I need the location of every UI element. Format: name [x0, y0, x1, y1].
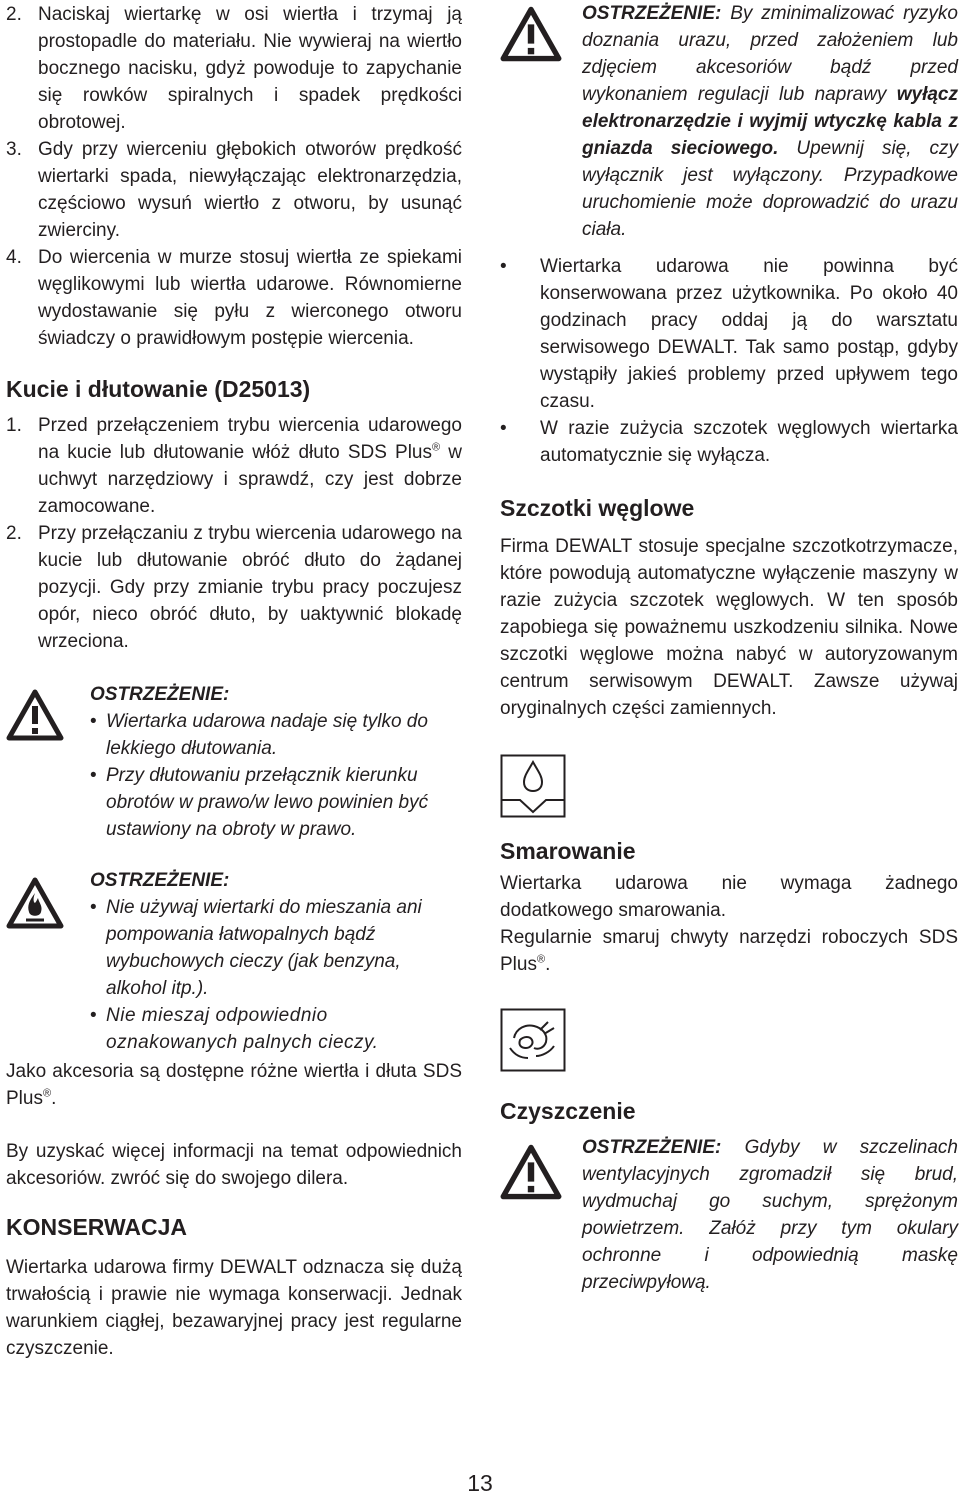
accessories-text: Jako akcesoria są dostępne różne wiertła i dłuta SDS Plus — [6, 1061, 462, 1109]
registered-mark: ® — [432, 441, 441, 454]
step-text: Gdy przy wierceniu głębokich otworów prędkość wiertarki spada, niewyłączając elektronarzędzia, częściowo wysuń wiertło z otworu, by usunąć zwierciny. — [38, 139, 462, 241]
step-number: 2. — [6, 523, 22, 544]
oil-drop-icon — [500, 754, 566, 818]
warning-text-part: By zminimalizować ryzyko doznania urazu, przed założeniem lub zdjęciem akcesoriów bądź przed wykonaniem regulacji lub naprawy — [582, 3, 958, 105]
warning-text — [582, 1134, 958, 1296]
accessories-paragraph — [6, 1058, 462, 1112]
chisel-step-2 — [6, 520, 462, 655]
step-text — [38, 412, 462, 520]
warning-title: OSTRZEŻENIE: — [582, 1137, 722, 1158]
cleaning-hands-icon — [500, 1008, 566, 1072]
step-number: 2. — [6, 4, 22, 25]
registered-mark: ® — [536, 953, 546, 966]
lubrication-paragraph-1: Wiertarka udarowa nie wymaga żadnego dodatkowego smarowania. — [500, 873, 958, 921]
maintenance-bullets — [500, 253, 958, 469]
warning-item: • Wiertarka udarowa nadaje się tylko do lekkiego dłutowania. — [90, 708, 462, 762]
warning-item-text: Wiertarka udarowa nadaje się tylko do lekkiego dłutowania. — [106, 711, 428, 759]
warning-flammable — [6, 867, 462, 1056]
lubrication-paragraph-2 — [500, 924, 958, 978]
flammable-warning-icon — [6, 877, 64, 929]
step-number: 1. — [6, 415, 22, 436]
right-column — [500, 0, 958, 1296]
warning-item: • Przy dłutowaniu przełącznik kierunku obrotów w prawo/w lewo powinien być ustawiony na obroty w prawo. — [90, 762, 462, 843]
step-number: 3. — [6, 139, 22, 160]
warning-chiseling — [6, 681, 462, 843]
lubrication-heading: Smarowanie — [500, 838, 636, 864]
warning-title: OSTRZEŻENIE: — [90, 870, 230, 891]
brushes-heading: Szczotki węglowe — [500, 495, 695, 521]
warning-title: OSTRZEŻENIE: — [582, 3, 722, 24]
step-text: Naciskaj wiertarkę w osi wiertła i trzymaj ją prostopadle do materiału. Nie wywieraj na wiertło bocznego nacisku, gdyż powoduje to zapychanie się rowków spiralnych i spadek prędkości obrotowej. — [38, 4, 462, 133]
chisel-step-1 — [6, 412, 462, 520]
sentence-end: . — [51, 1088, 57, 1109]
page-number: 13 — [467, 1470, 493, 1496]
warning-triangle-icon — [500, 6, 562, 62]
warning-item: • Nie mieszaj odpowiednio oznakowanych palnych cieczy. — [90, 1002, 462, 1056]
warning-cleaning — [500, 1134, 958, 1296]
brushes-paragraph: Firma DEWALT stosuje specjalne szczotkotrzymacze, które powodują automatyczne wyłączenie maszyny w razie zużycia szczotek węglowych. W ten sposób zapobiega się poważnemu uszkodzeniu silnika. Nowe szczotki węglowe można nabyć w autoryzowanym centrum serwisowym DEWALT. Zawsze używaj oryginalnych części zamiennych. — [500, 536, 958, 719]
step-text-part: w uchwyt narzędziowy i sprawdź, czy jest dobrze zamocowane. — [38, 442, 462, 517]
warning-item-text: Przy dłutowaniu przełącznik kierunku obrotów w prawo/w lewo powinien być ustawiony na obroty w prawo. — [106, 765, 429, 840]
warning-title: OSTRZEŻENIE: — [90, 684, 230, 705]
list-item: • W razie zużycia szczotek węglowych wiertarka automatycznie się wyłącza. — [500, 415, 958, 469]
registered-mark: ® — [42, 1087, 52, 1100]
list-item-text: W razie zużycia szczotek węglowych wiertarka automatycznie się wyłącza. — [540, 418, 958, 466]
warning-item-text: Nie mieszaj odpowiednio oznakowanych palnych cieczy. — [106, 1005, 379, 1053]
info-paragraph: By uzyskać więcej informacji na temat odpowiednich akcesoriów. zwróć się do swojego dilera. — [6, 1141, 462, 1189]
step-number: 4. — [6, 247, 22, 268]
warning-text-part: Gdyby w szczelinach wentylacyjnych zgromadził się brud, wydmuchaj go suchym, sprężonym powietrzem. Załóż przy tym okulary ochronne i odpowiednią maskę przeciwpyłową. — [582, 1137, 958, 1293]
warning-text-part: Upewnij się, czy wyłącznik jest wyłączony. Przypadkowe uruchomienie może doprowadzić do urazu ciała. — [582, 138, 958, 240]
step-4 — [6, 244, 462, 352]
left-column — [6, 0, 462, 1362]
sentence-end: . — [545, 954, 551, 975]
step-text: Przy przełączaniu z trybu wiercenia udarowego na kucie lub dłutowanie obróć dłuto do żądanej pozycji. Gdy przy zmianie trybu pracy poczujesz opór, nieco obróć dłuto, by uaktywnić blokadę wrzeciona. — [38, 523, 462, 652]
warning-item: • Nie używaj wiertarki do mieszania ani pompowania łatwopalnych bądź wybuchowych cieczy (jak benzyna, alkohol itp.). — [90, 894, 462, 1002]
list-item-text: Wiertarka udarowa nie powinna być konserwowana przez użytkownika. Po około 40 godzinach pracy oddaj ją do warsztatu serwisowego DEWALT. Tak samo postąp, gdyby wystąpiły jakieś problemy przed upływem tego czasu. — [540, 256, 958, 412]
warning-triangle-icon — [6, 689, 64, 741]
maintenance-heading: KONSERWACJA — [6, 1214, 188, 1240]
cleaning-heading: Czyszczenie — [500, 1098, 636, 1124]
warning-text-bold: wyłącz elektronarzędzie i wyjmij wtyczkę kabla z gniazda sieciowego. — [582, 84, 958, 159]
warning-text — [582, 0, 958, 243]
step-2 — [6, 1, 462, 136]
step-3 — [6, 136, 462, 244]
step-text: Do wiercenia w murze stosuj wiertła ze spiekami węglikowymi lub wiertła udarowe. Równomierne wydostawanie się pyłu z wierconego otworu świadczy o prawidłowym postępie wiercenia. — [38, 247, 462, 349]
warning-before-accessories — [500, 0, 958, 243]
maintenance-paragraph: Wiertarka udarowa firmy DEWALT odznacza się dużą trwałością i prawie nie wymaga konserwacji. Jednak warunkiem ciągłej, bezawaryjnej pracy jest regularne czyszczenie. — [6, 1257, 462, 1359]
list-item: • Wiertarka udarowa nie powinna być konserwowana przez użytkownika. Po około 40 godzinach pracy oddaj ją do warsztatu serwisowego DEWALT. Tak samo postąp, gdyby wystąpiły jakieś problemy przed upływem tego czasu. — [500, 253, 958, 415]
lubrication-text: Regularnie smaruj chwyty narzędzi roboczych SDS Plus — [500, 927, 958, 975]
chisel-heading: Kucie i dłutowanie (D25013) — [6, 376, 311, 402]
step-text-part: Przed przełączeniem trybu wiercenia udarowego na kucie lub dłutowanie włóż dłuto SDS Plus — [38, 415, 462, 463]
warning-triangle-icon — [500, 1144, 562, 1200]
warning-item-text: Nie używaj wiertarki do mieszania ani pompowania łatwopalnych bądź wybuchowych cieczy (jak benzyna, alkohol itp.). — [106, 897, 422, 999]
